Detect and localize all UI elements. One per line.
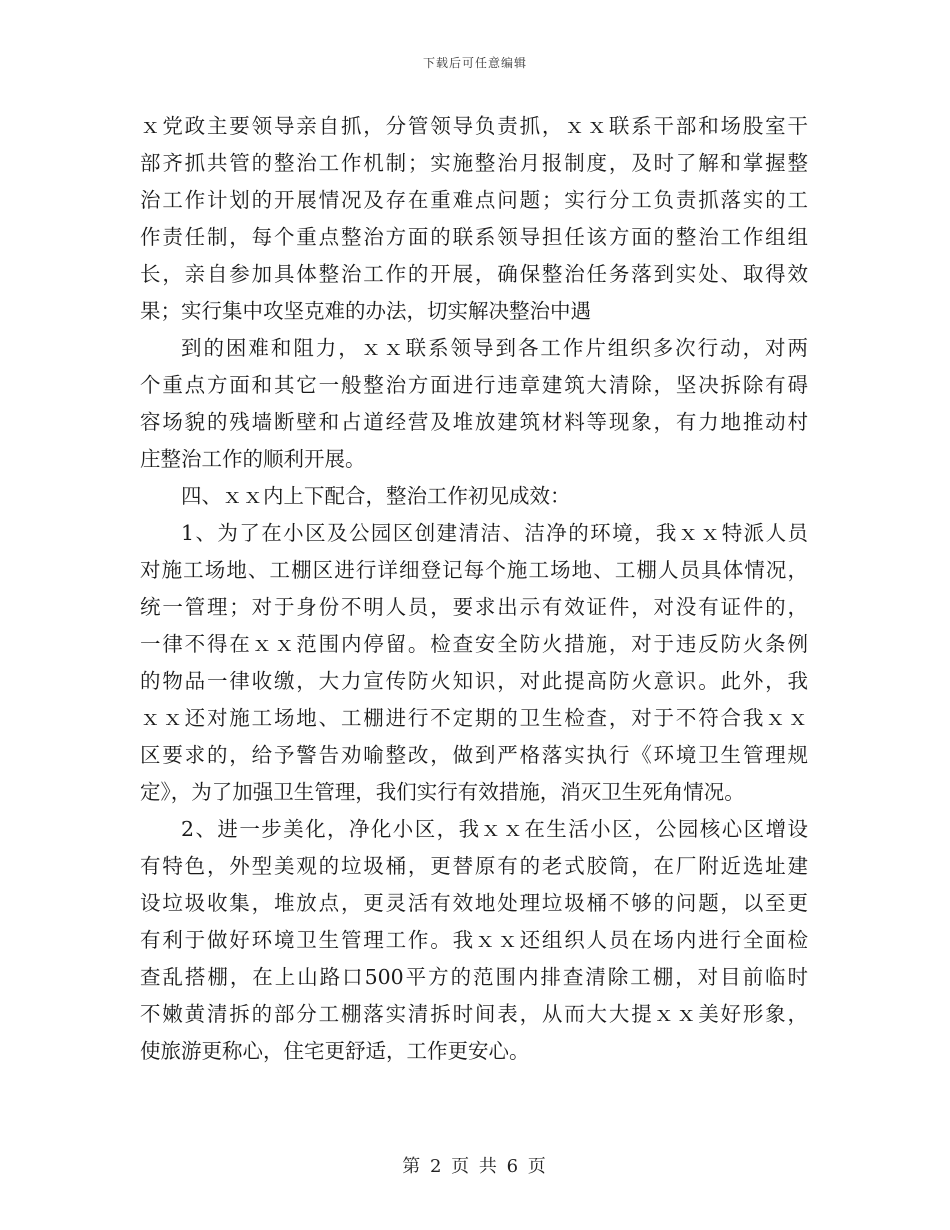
text-line: 设垃圾收集，堆放点，更灵活有效地处理垃圾桶不够的问题，以至更 bbox=[140, 891, 808, 915]
text-line: 定》，为了加强卫生管理，我们实行有效措施，消灭卫生死角情况。 bbox=[140, 780, 745, 804]
text-line: 2、进一步美化，净化小区，我ｘｘ在生活小区，公园核心区增设 bbox=[181, 817, 808, 841]
page-header: 下载后可任意编辑 bbox=[422, 56, 527, 70]
text-line: 庄整治工作的顺利开展。 bbox=[140, 447, 366, 471]
text-line: 有利于做好环境卫生管理工作。我ｘｘ还组织人员在场内进行全面检 bbox=[140, 928, 808, 952]
text-line: 四、ｘｘ内上下配合，整治工作初见成效： bbox=[181, 484, 571, 508]
page-footer: 第 2 页 共 6 页 bbox=[402, 1156, 548, 1177]
text-line: 到的困难和阻力，ｘｘ联系领导到各工作片组织多次行动，对两 bbox=[181, 336, 808, 360]
section-heading bbox=[140, 478, 808, 515]
document-body bbox=[140, 108, 808, 1070]
text-line: 容场貌的残墙断壁和占道经营及堆放建筑材料等现象，有力地推动村 bbox=[140, 410, 808, 434]
text-line: 有特色，外型美观的垃圾桶，更替原有的老式胶筒，在厂附近选址建 bbox=[140, 854, 808, 878]
paragraph bbox=[140, 515, 808, 811]
paragraph bbox=[140, 330, 808, 478]
text-line: 区要求的，给予警告劝喻整改，做到严格落实执行《环境卫生管理规 bbox=[140, 743, 808, 767]
text-line: ｘｘ还对施工场地、工棚进行不定期的卫生检查，对于不符合我ｘｘ bbox=[140, 706, 808, 730]
paragraph bbox=[140, 108, 808, 330]
text-line: 一律不得在ｘｘ范围内停留。检查安全防火措施，对于违反防火条例 bbox=[140, 632, 808, 656]
text-line: 查乱搭棚，在上山路口500平方的范围内排查清除工棚，对目前临时 bbox=[140, 965, 808, 989]
text-line: 治工作计划的开展情况及存在重难点问题；实行分工负责抓落实的工 bbox=[140, 188, 808, 212]
text-line: 的物品一律收缴，大力宣传防火知识，对此提高防火意识。此外，我 bbox=[140, 669, 808, 693]
text-line: 1、为了在小区及公园区创建清洁、洁净的环境，我ｘｘ特派人员 bbox=[181, 521, 808, 545]
text-line: 作责任制，每个重点整治方面的联系领导担任该方面的整治工作组组 bbox=[140, 225, 808, 249]
text-line: 个重点方面和其它一般整治方面进行违章建筑大清除，坚决拆除有碍 bbox=[140, 373, 808, 397]
text-line: 部齐抓共管的整治工作机制；实施整治月报制度，及时了解和掌握整 bbox=[140, 151, 808, 175]
text-line: ｘ党政主要领导亲自抓，分管领导负责抓，ｘｘ联系干部和场股室干 bbox=[140, 114, 808, 138]
text-line: 统一管理；对于身份不明人员，要求出示有效证件，对没有证件的， bbox=[140, 595, 808, 619]
text-line: 使旅游更称心，住宅更舒适，工作更安心。 bbox=[140, 1039, 530, 1063]
text-line: 果；实行集中攻坚克难的办法，切实解决整治中遇 bbox=[140, 299, 591, 323]
text-line: 对施工场地、工棚区进行详细登记每个施工场地、工棚人员具体情况， bbox=[140, 558, 808, 582]
text-line: 不嫩黄清拆的部分工棚落实清拆时间表，从而大大提ｘｘ美好形象， bbox=[140, 1002, 808, 1026]
text-line: 长，亲自参加具体整治工作的开展，确保整治任务落到实处、取得效 bbox=[140, 262, 808, 286]
paragraph bbox=[140, 811, 808, 1070]
